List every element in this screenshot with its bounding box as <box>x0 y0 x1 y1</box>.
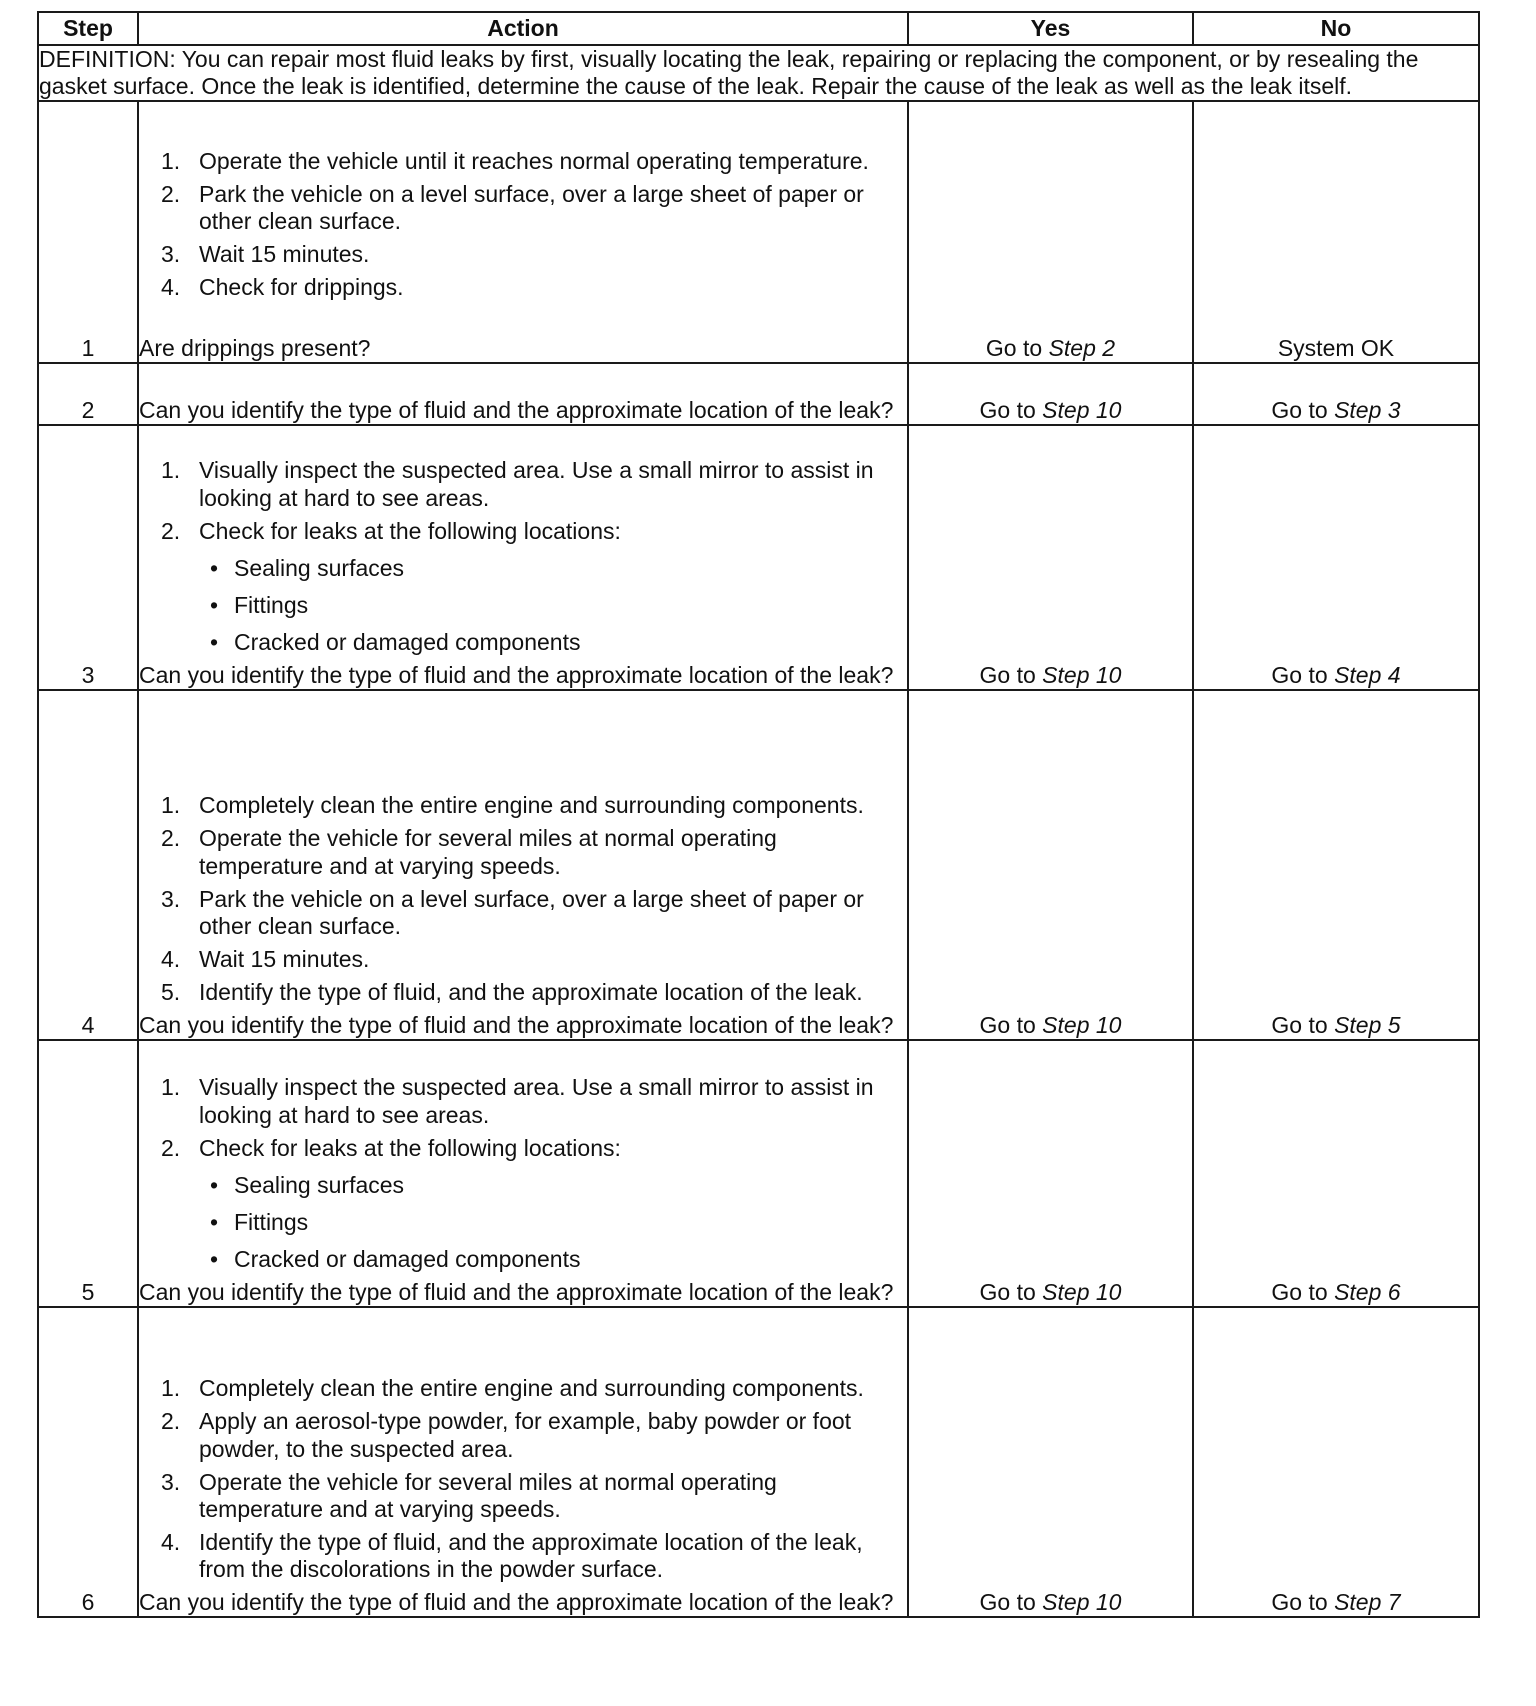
bullet-item: • Sealing surfaces <box>210 1171 405 1198</box>
table-row <box>38 425 1479 690</box>
header-row <box>38 12 1479 45</box>
no-result <box>1193 690 1479 1040</box>
item-text: Wait 15 minutes. <box>199 945 370 972</box>
goto-label: Go to <box>979 397 1036 424</box>
item-text: Identify the type of fluid, and the approximate location of the leak. <box>199 979 863 1005</box>
no-result <box>1193 425 1479 690</box>
question-text: Can you identify the type of fluid and the approximate location of the leak? <box>139 662 894 689</box>
table-row <box>38 690 1479 1040</box>
action-cell <box>138 1307 908 1617</box>
action-list <box>139 457 907 656</box>
item-number: 4. <box>161 945 181 972</box>
action-cell <box>138 425 908 690</box>
yes-result <box>908 1040 1193 1307</box>
item-number: 1. <box>161 457 181 484</box>
item-number: 3. <box>161 240 181 267</box>
step-number: 2 <box>38 363 138 425</box>
table-row <box>38 1040 1479 1307</box>
goto-label: Go to <box>1271 1589 1328 1616</box>
item-number: 3. <box>161 1468 181 1495</box>
bullet-item: • Fittings <box>210 591 309 618</box>
item-number: 1. <box>161 1074 181 1101</box>
action-cell <box>138 101 908 363</box>
question-text: Can you identify the type of fluid and the approximate location of the leak? <box>139 397 894 424</box>
table-row <box>38 1307 1479 1617</box>
yes-result <box>908 1307 1193 1617</box>
item-text: Check for drippings. <box>199 274 404 300</box>
question-text: Can you identify the type of fluid and the approximate location of the leak? <box>139 1012 894 1039</box>
goto-label: Go to <box>979 1589 1036 1616</box>
no-target: Step 7 <box>1334 1589 1401 1616</box>
step-number: 5 <box>38 1040 138 1307</box>
header-step: Step <box>38 12 138 45</box>
item-text: Check for leaks at the following locations: <box>199 517 621 544</box>
yes-result <box>908 690 1193 1040</box>
bullet-item: • Fittings <box>210 1208 309 1235</box>
step-number: 3 <box>38 425 138 690</box>
item-number: 3. <box>161 885 181 912</box>
action-cell <box>138 1040 908 1307</box>
action-list <box>139 148 907 302</box>
goto-label: Go to <box>1271 1279 1328 1306</box>
yes-result <box>908 425 1193 690</box>
question-text: Are drippings present? <box>139 335 371 362</box>
definition-text: DEFINITION: You can repair most fluid leaks by first, visually locating the leak, repairing or replacing the component, or by resealing the gasket surface. Once the leak is identified, determine the cause of the leak. Repair the cause of the leak as well as the leak itself. <box>38 45 1479 101</box>
list-item <box>139 457 907 511</box>
goto-label: Go to <box>985 335 1043 362</box>
header-action: Action <box>138 12 908 45</box>
item-text: Operate the vehicle for several miles at normal operating temperature and at varying speeds. <box>199 825 777 879</box>
yes-target: Step 10 <box>1042 1012 1122 1039</box>
item-text: Park the vehicle on a level surface, over a large sheet of paper or other clean surface. <box>199 885 864 939</box>
bullet-list <box>199 1172 887 1273</box>
bullet-list <box>199 555 887 656</box>
list-item <box>139 181 907 235</box>
action-list <box>139 792 907 1006</box>
item-number: 2. <box>161 1408 181 1435</box>
yes-result <box>908 363 1193 425</box>
table-row <box>38 101 1479 363</box>
no-target: Step 6 <box>1334 1279 1401 1306</box>
question-text: Can you identify the type of fluid and the approximate location of the leak? <box>139 1589 894 1616</box>
list-item <box>139 792 907 819</box>
item-number: 2. <box>161 825 181 852</box>
list-item <box>139 946 907 973</box>
table-row <box>38 363 1479 425</box>
list-item <box>139 1529 907 1583</box>
item-text: Operate the vehicle for several miles at normal operating temperature and at varying speeds. <box>199 1468 777 1522</box>
list-item <box>139 1074 907 1128</box>
question-text: Can you identify the type of fluid and the approximate location of the leak? <box>139 1279 894 1306</box>
goto-label: Go to <box>979 1012 1036 1039</box>
yes-target: Step 2 <box>1048 335 1116 362</box>
goto-label: Go to <box>1271 662 1328 689</box>
yes-target: Step 10 <box>1042 1279 1122 1306</box>
no-target: Step 3 <box>1334 397 1401 424</box>
item-text: Check for leaks at the following locations: <box>199 1134 621 1161</box>
item-number: 1. <box>161 1375 181 1402</box>
yes-target: Step 10 <box>1042 662 1122 689</box>
no-result <box>1193 1040 1479 1307</box>
goto-label: Go to <box>1271 1012 1328 1039</box>
item-text: Park the vehicle on a level surface, over a large sheet of paper or other clean surface. <box>199 180 864 234</box>
item-number: 4. <box>161 1528 181 1555</box>
no-target: Step 4 <box>1334 662 1401 689</box>
item-text: Completely clean the entire engine and surrounding components. <box>199 792 864 819</box>
action-cell <box>138 690 908 1040</box>
item-text: Visually inspect the suspected area. Use a small mirror to assist in looking at hard to see areas. <box>199 1074 874 1128</box>
bullet-item: • Cracked or damaged components <box>210 629 581 655</box>
list-item <box>139 979 907 1006</box>
item-number: 2. <box>161 180 181 207</box>
item-text: Wait 15 minutes. <box>199 240 370 267</box>
goto-label: Go to <box>979 1279 1036 1306</box>
bullet-item: • Cracked or damaged components <box>210 1246 581 1272</box>
list-item <box>139 274 907 301</box>
no-result: System OK <box>1193 101 1479 363</box>
action-list <box>139 1074 907 1273</box>
diagnostic-table <box>37 11 1480 1618</box>
item-number: 1. <box>161 792 181 819</box>
list-item <box>139 825 907 879</box>
bullet-item: • Sealing surfaces <box>210 554 405 581</box>
yes-target: Step 10 <box>1042 1589 1122 1616</box>
no-target: Step 5 <box>1334 1012 1401 1039</box>
step-number: 4 <box>38 690 138 1040</box>
action-list <box>139 1375 907 1583</box>
list-item <box>139 1375 907 1402</box>
item-text: Completely clean the entire engine and surrounding components. <box>199 1375 864 1402</box>
definition-row <box>38 45 1479 101</box>
list-item <box>139 148 907 175</box>
item-text: Identify the type of fluid, and the approximate location of the leak, from the discolorations in the powder surface. <box>199 1528 863 1582</box>
action-cell <box>138 363 908 425</box>
yes-result <box>908 101 1193 363</box>
list-item <box>139 886 907 940</box>
item-number: 2. <box>161 517 181 544</box>
item-number: 2. <box>161 1134 181 1161</box>
no-result <box>1193 1307 1479 1617</box>
goto-label: Go to <box>979 662 1036 689</box>
step-number: 6 <box>38 1307 138 1617</box>
no-result <box>1193 363 1479 425</box>
yes-target: Step 10 <box>1042 397 1122 424</box>
list-item <box>139 518 907 657</box>
list-item <box>139 1408 907 1462</box>
list-item <box>139 241 907 268</box>
list-item <box>139 1135 907 1274</box>
list-item <box>139 1469 907 1523</box>
header-no: No <box>1193 12 1479 45</box>
item-number: 1. <box>161 147 181 174</box>
item-number: 4. <box>161 274 181 300</box>
item-text: Operate the vehicle until it reaches normal operating temperature. <box>199 147 869 174</box>
item-text: Visually inspect the suspected area. Use a small mirror to assist in looking at hard to see areas. <box>199 457 874 511</box>
item-text: Apply an aerosol-type powder, for example, baby powder or foot powder, to the suspected area. <box>199 1408 852 1462</box>
header-yes: Yes <box>908 12 1193 45</box>
step-number: 1 <box>38 101 138 363</box>
item-number: 5. <box>161 979 181 1005</box>
goto-label: Go to <box>1271 397 1328 424</box>
